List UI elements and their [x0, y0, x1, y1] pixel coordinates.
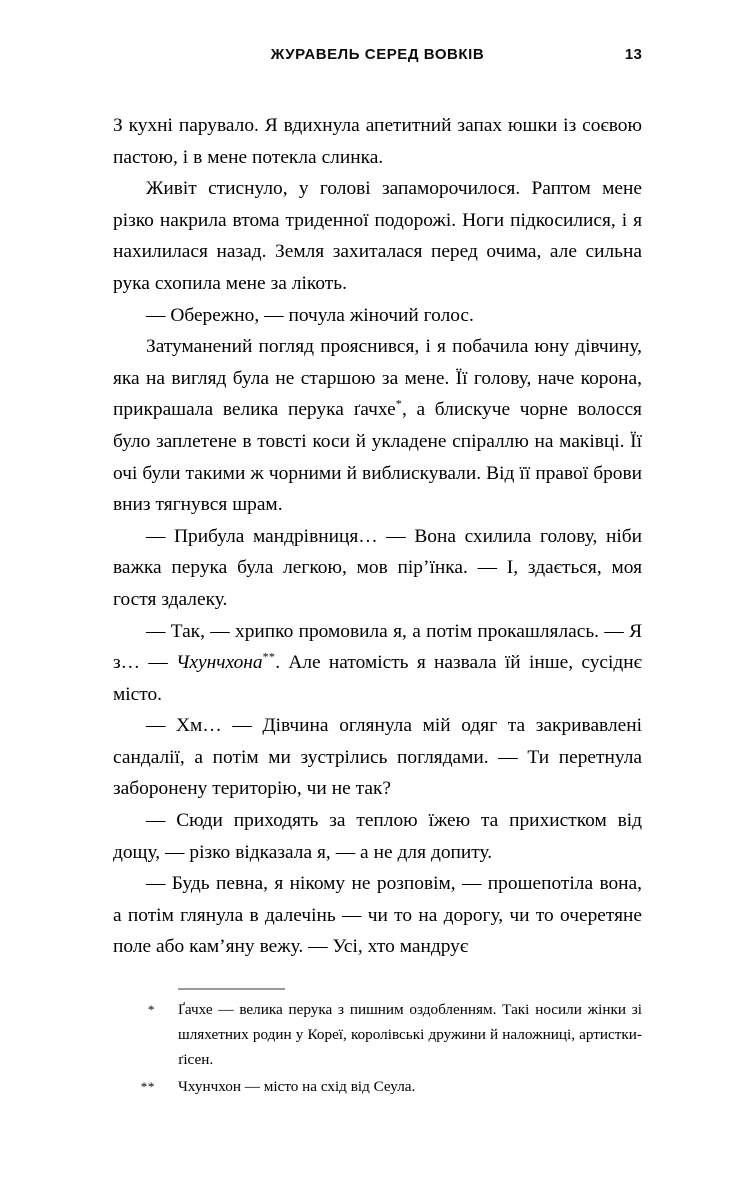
paragraph-text-before-footnote: — Так, — хрипко промовила я, а потім прокашлялась. — Я з… —	[113, 620, 642, 674]
italic-place-name: Чхунчхона	[176, 652, 263, 674]
paragraph-dialogue: — Обережно, — почула жіночий голос.	[146, 304, 474, 326]
paragraph-dialogue: — Будь певна, я нікому не розповім, — прошепотіла вона, а потім глянула в далечінь — чи то на дорогу, чи то очеретяне поле або кам’яну вежу. — Усі, хто мандрує	[113, 873, 642, 958]
footnote-reference-2[interactable]: **	[262, 649, 276, 664]
footnote-marker: *	[147, 1002, 155, 1017]
paragraph: З кухні парувало. Я вдихнула апетитний запах юшки із соєвою пастою, і в мене потекла слинка.	[113, 115, 642, 168]
footnote-separator-rule	[178, 988, 285, 990]
footnote-text: Чхунчхон — місто на схід від Сеула.	[178, 1078, 416, 1095]
paragraph-text-before-footnote: Затуманений погляд прояснився, і я побачила юну дівчину, яка на вигляд була не старшою за мене. Її голову, наче корона, прикрашала велика перука ґачхе	[113, 336, 642, 421]
footnote-item	[113, 1074, 642, 1099]
footnote-block	[113, 988, 642, 1101]
footnote-text: Ґачхе — велика перука з пишним оздобленням. Такі носили жінки зі шляхетних родин у Кореї, королівські дружини й наложниці, артистки-ґісен.	[178, 1001, 642, 1068]
paragraph-text-after-footnote: . Але натомість я назвала їй інше, сусіднє місто.	[113, 652, 642, 705]
body-text-column	[113, 110, 642, 963]
page-number: 13	[624, 46, 642, 63]
paragraph-dialogue: — Хм… — Дівчина оглянула мій одяг та закривавлені сандалії, а потім ми зустрілись поглядами. — Ти перетнула заборонену територію, чи не так?	[113, 715, 642, 800]
running-head	[113, 46, 642, 68]
paragraph-with-footnote	[113, 331, 642, 521]
footnote-item	[113, 997, 642, 1072]
paragraph: Живіт стиснуло, у голові запаморочилося. Раптом мене різко накрила втома триденної подорожі. Ноги підкосилися, і я нахилилася назад. Земля захиталася перед очима, але сильна рука схопила мене за лікоть.	[113, 178, 642, 294]
paragraph-text-after-footnote: , а блискуче чорне волосся було заплетене в товсті коси й укладене спіраллю на маківці. Її очі були такими ж чорними й виблискували. Від її правої брови вниз тягнувся шрам.	[113, 399, 642, 516]
paragraph-dialogue: — Прибула мандрівниця… — Вона схилила голову, ніби важка перука була легкою, мов пір’їнка. — І, здається, моя гостя здалеку.	[113, 525, 642, 610]
footnote-marker: **	[140, 1079, 155, 1094]
running-head-title: ЖУРАВЕЛЬ СЕРЕД ВОВКІВ	[270, 46, 485, 63]
footnote-reference-1[interactable]: *	[395, 396, 402, 411]
paragraph-with-footnote	[113, 616, 642, 711]
paragraph-dialogue: — Сюди приходять за теплою їжею та прихистком від дощу, — різко відказала я, — а не для допиту.	[113, 810, 642, 863]
